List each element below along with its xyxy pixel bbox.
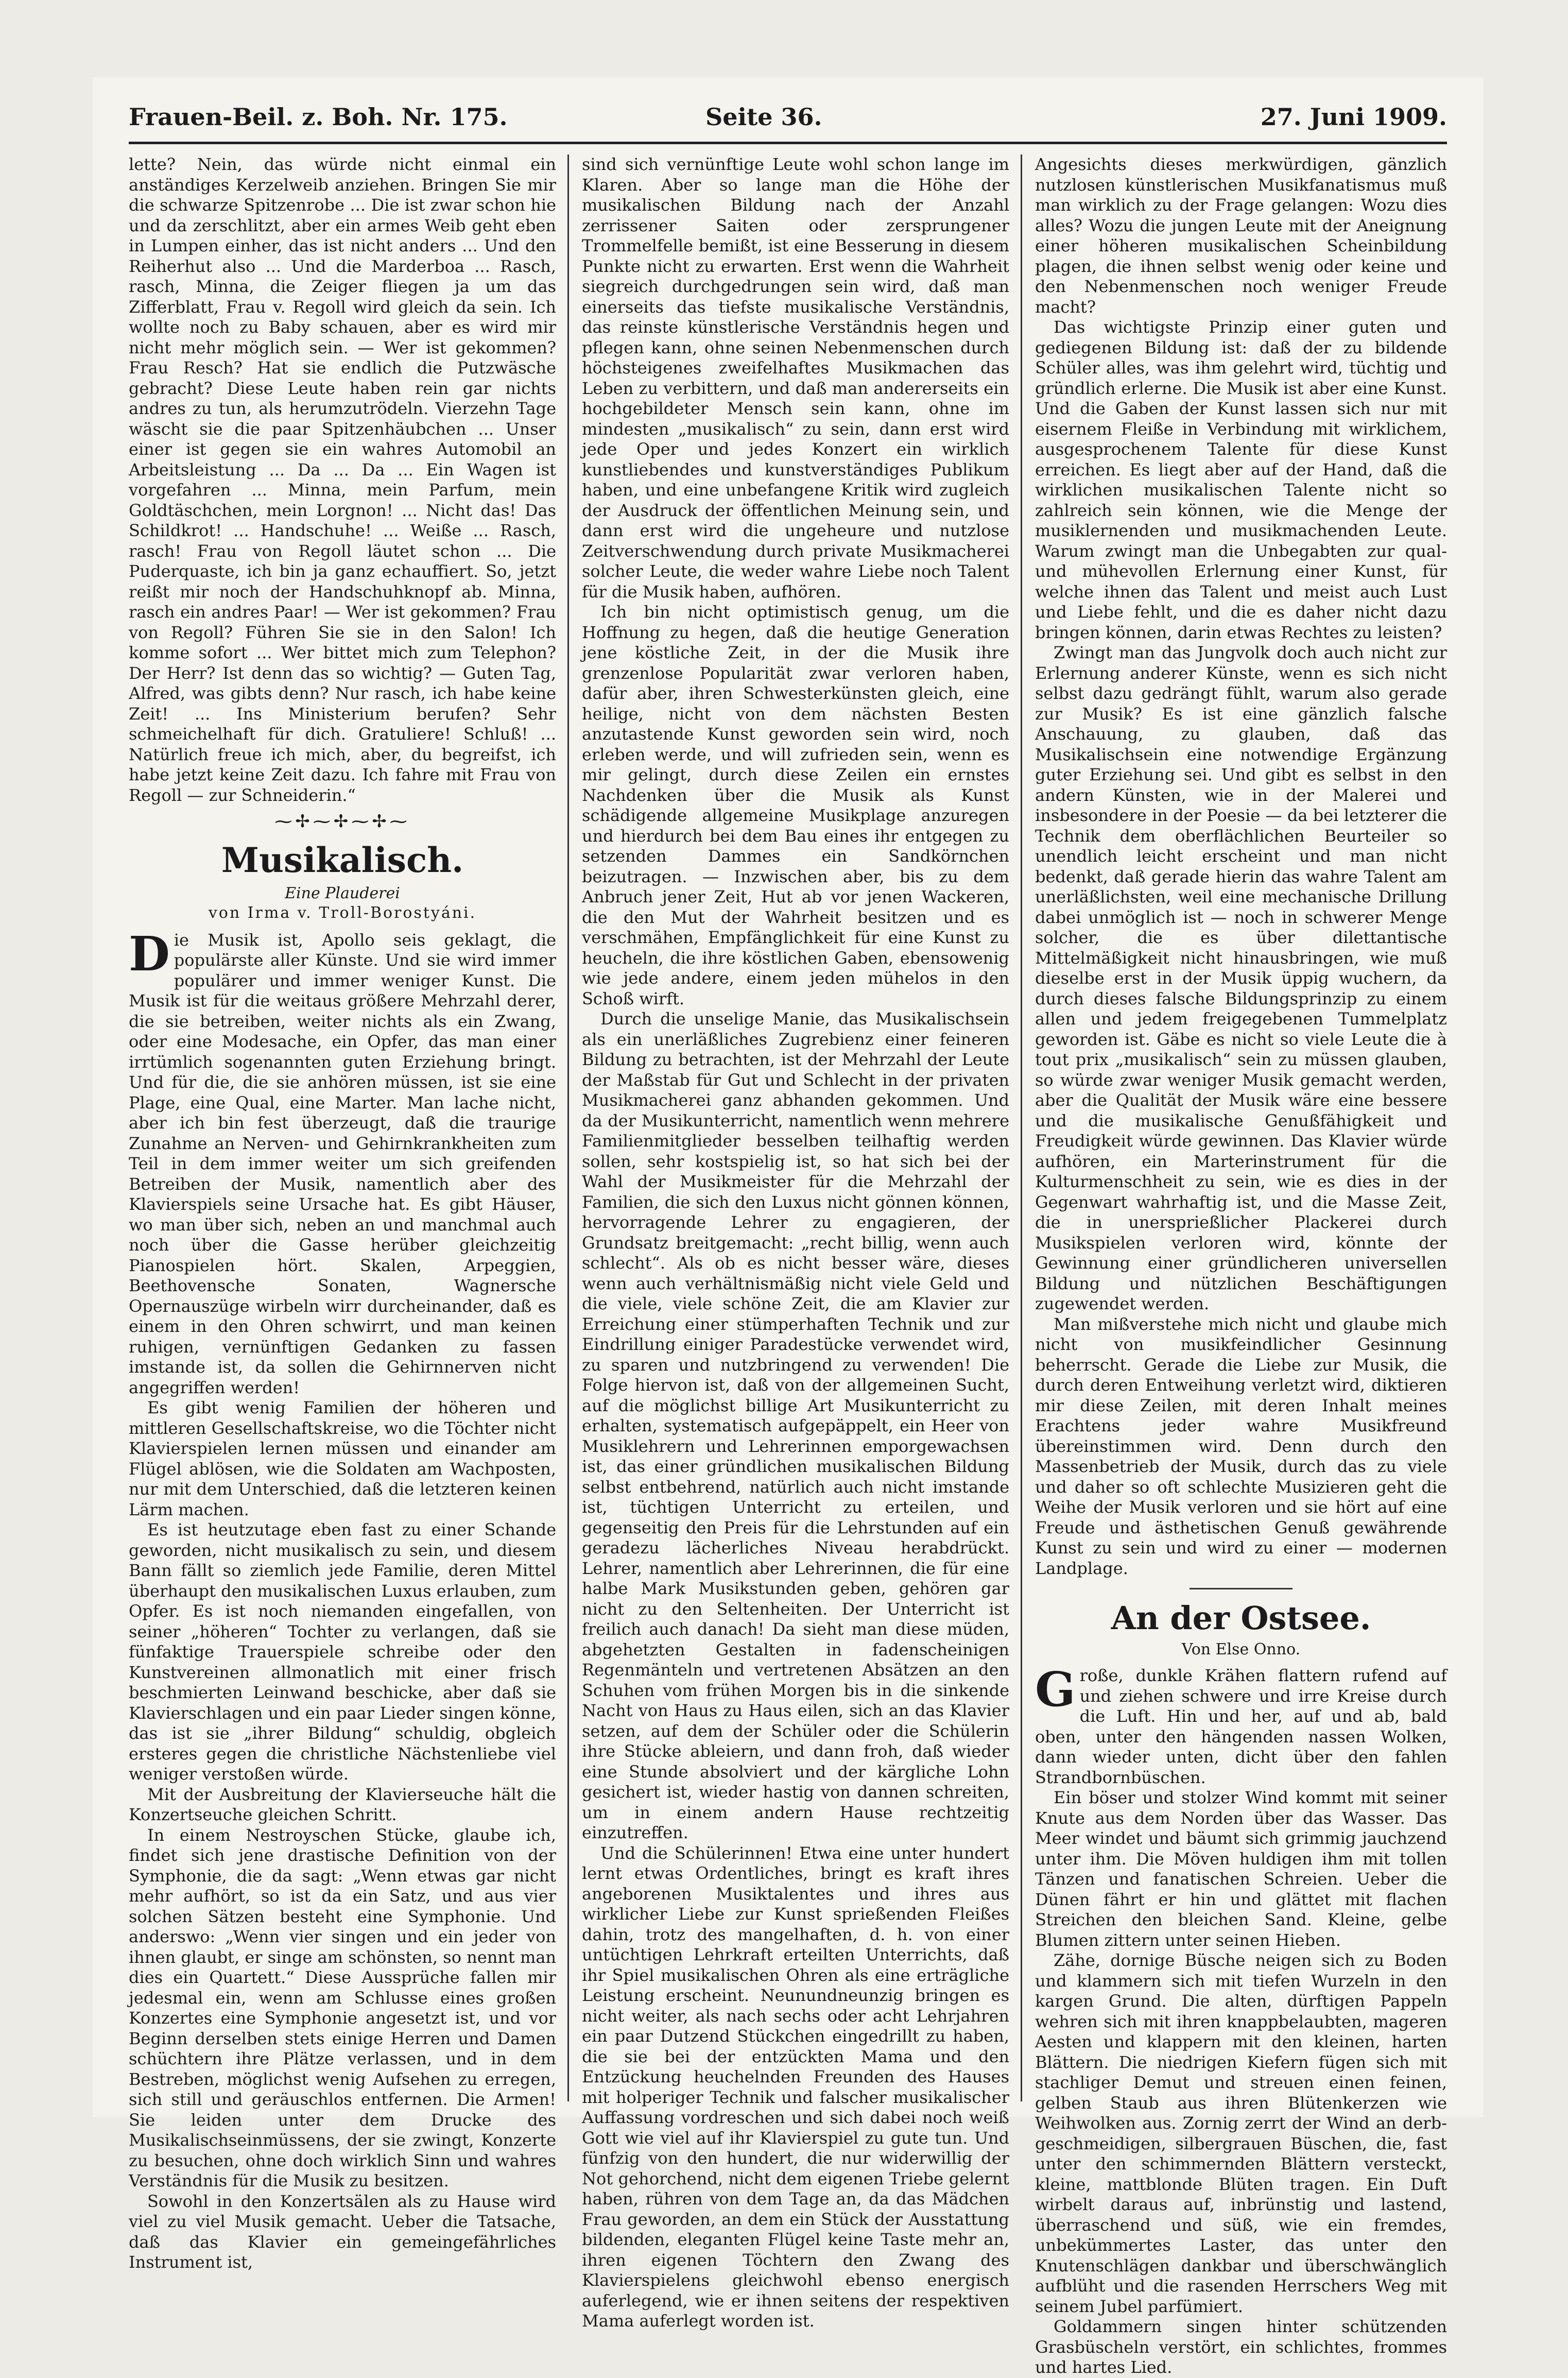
newspaper-page (93, 77, 1483, 2377)
page-header (129, 103, 1447, 139)
column-2 (582, 155, 1009, 2331)
column-divider-2 (1021, 155, 1022, 2101)
poem-paragraph: Goldammern singen hinter schützenden Grasbüscheln verstört, ein schlichtes, frommes und hartes Lied. (1035, 2317, 1447, 2377)
poem-paragraph: Zähe, dornige Büsche neigen sich zu Boden und klammern sich mit tiefen Wurzeln in den kargen Grund. Die alten, dürftigen Pappeln wehren sich mit ihren knappbelaubten, mageren Aesten und klappern mit den kleinen, harten Blättern. Die niedrigen Kiefern fügen sich mit stachliger Demut und streuen einen feinen, gelben Staub aus ihren Blütenkerzen wie Weihwolken aus. Zornig zerrt der Wind an derb-geschmeidigen, silbergrauen Büschen, die, fast unter den schimmernden Blättern versteckt, kleine, mattblonde Blüten tragen. Ein Duft wirbelt daraus auf, inbrünstig und lastend, überraschend und süß, wie ein fremdes, unbekümmertes Laster, das unter den Knutenschlägen dankbar und überschwänglich aufblüht und die rasenden Herrschers Weg mit seinem Jubel parfümiert. (1035, 1951, 1447, 2316)
poem-paragraph (1035, 1662, 1447, 1788)
article-paragraph: sind sich vernünftige Leute wohl schon lange im Klaren. Aber so lange man die Höhe der musikalischen Bildung nach der Anzahl zerrissener Saiten oder zersprungener Trommelfelle bemißt, ist eine Besserung in diesem Punkte nicht zu erwarten. Erst wenn die Wahrheit siegreich durchgedrungen sein wird, daß man einerseits das tiefste musikalische Verständnis, das reinste künstlerische Verständnis hegen und pflegen kann, ohne seinen Nebenmenschen durch höchsteigenes zweifelhaftes Musikmachen das Leben zu verbittern, und daß man andererseits ein hochgebildeter Mensch sein kann, ohne im mindesten „musikalisch“ zu sein, dann erst wird jede Oper und jedes Konzert ein wirklich kunstliebendes und kunstverständiges Publikum haben, und eine unbefangene Kritik wird zugleich der Ausdruck der öffentlichen Meinung sein, und dann erst wird die ungeheure und nutzlose Zeitverschwendung durch private Musikmacherei solcher Leute, die weder wahre Liebe noch Talent für die Musik haben, aufhören. (582, 155, 1009, 602)
column-divider-1 (567, 155, 569, 2101)
poem-author: Von Else Onno. (1181, 1640, 1301, 1658)
article-paragraph: Man mißverstehe mich nicht und glaube mich nicht von musikfeindlicher Gesinnung beherrscht. Gerade die Liebe zur Musik, die durch deren Entweihung verletzt wird, diktieren mir diese Zeilen, mit deren Inhalt meines Erachtens jeder wahre Musikfreund übereinstimmen wird. Denn durch den Massenbetrieb der Musik, durch das zu viele und daher so oft schlechte Musizieren geht die Weihe der Musik verloren und sie hört auf eine Freude und ästhetischen Genuß gewährende Kunst zu sein und wird zu einer — modernen Landplage. (1035, 1314, 1447, 1578)
article-paragraph: Angesichts dieses merkwürdigen, gänzlich nutzlosen künstlerischen Musikfanatismus muß man wirklich zu der Frage gelangen: Wozu dies alles? Wozu die jungen Leute mit der Aneignung einer höheren musikalischen Scheinbildung plagen, die ihnen selbst wenig oder keine und den Nebenmenschen noch weniger Freude macht? (1035, 155, 1447, 317)
previous-article-ending: lette? Nein, das würde nicht einmal ein anständiges Kerzelweib anziehen. Bringen Sie mir die schwarze Spitzenrobe ... Die ist zwar schon hie und da zerschlitzt, aber ein armes Weib geht eben in Lumpen einher, das ist nicht anders ... Und den Reiherhut also ... Und die Marderboa ... Rasch, rasch, Minna, die Zeiger fliegen ja um das Zifferblatt, Frau v. Regoll wird gleich da sein. Ich wollte noch zu Baby schauen, aber es wird mir nicht mehr möglich sein. — Wer ist gekommen? Frau Resch? Hat sie endlich die Putzwäsche gebracht? Diese Leute haben rein gar nichts andres zu tun, als herumzutrödeln. Vierzehn Tage wäscht sie die paar Spitzenhäubchen ... Unser einer ist gegen sie ein wahres Automobil an Arbeitsleistung ... Da ... Da ... Ein Wagen ist vorgefahren ... Minna, mein Parfum, mein Goldtäschchen, mein Lorgnon! ... Nicht das! Das Schildkrot! ... Handschuhe! ... Weiße ... Rasch, rasch! Frau von Regoll läutet schon ... Die Puderquaste, ich bin ja ganz echauffiert. So, jetzt reißt mir noch der Handschuhknopf ab. Minna, rasch ein andres Paar! — Wer ist gekommen? Frau von Regoll? Führen Sie sie in den Salon! Ich komme sofort ... Wer bittet mich zum Telephon? Der Herr? Ist denn das so wichtig? — Guten Tag, Alfred, was gibts denn? Nur rasch, ich habe keine Zeit! ... Ins Ministerium berufen? Sehr schmeichelhaft für dich. Gratuliere! Schluß! ... Natürlich freue ich mich, aber, du begreifst, ich habe jetzt keine Zeit dazu. Ich fahre mit Frau von Regoll — zur Schneiderin.“ (129, 155, 556, 805)
article-paragraph (129, 926, 556, 1398)
article-paragraph: Sowohl in den Konzertsälen als zu Hause wird viel zu viel Musik gemacht. Ueber die Tatsache, daß das Klavier ein gemeingefährliches Instrument ist, (129, 2191, 556, 2272)
article-paragraph: In einem Nestroyschen Stücke, glaube ich, findet sich jene drastische Definition von der Symphonie, die da sagt: „Wenn etwas gar nicht mehr aufhört, so ist da ein Satz, und aus vier solchen Sätzen besteht eine Symphonie. Und anderswo: „Wenn vier singen und ein jeder von ihnen glaubt, er singe am schönsten, so nennt man dies ein Quartett.“ Diese Aussprüche fallen mir jedesmal ein, wenn am Schlusse eines großen Konzertes eine Symphonie angesetzt ist, und vor Beginn derselben stets einige Herren und Damen schüchtern ihre Plätze verlassen, und in dem Bestreben, möglichst wenig Aufsehen zu erregen, sich still und geräuschlos entfernen. Die Armen! Sie leiden unter dem Drucke des Musikalischseinmüssens, der sie zwingt, Konzerte zu besuchen, ohne doch wirklich Sinn und wahres Verständnis für die Musik zu besitzen. (129, 1825, 556, 2191)
header-page-number: Seite 36. (705, 103, 822, 131)
article-paragraph: Das wichtigste Prinzip einer guten und gediegenen Bildung ist: daß der zu bildende Schüler alles, was ihm gelehrt wird, tüchtig und gründlich erlerne. Die Musik ist aber eine Kunst. Und die Gaben der Kunst lassen sich nur mit eisernem Fleiße in Verbindung mit wirklichem, ausgesprochenem Talente für diese Kunst erreichen. Es liegt aber auf der Hand, daß die wirklichen musikalischen Talente nicht so zahlreich sein können, wie die Menge der musiklernenden und musikmachenden Leute. Warum zwingt man die Unbegabten zur qual- und mühevollen Erlernung einer Kunst, für welche ihnen das Talent und meist auch Lust und Liebe fehlt, und die es daher nicht dazu bringen können, darin etwas Rechtes zu leisten? (1035, 317, 1447, 642)
poem-title: An der Ostsee. (1111, 1599, 1371, 1637)
column-3 (1035, 155, 1447, 2377)
poem-paragraph-text: roße, dunkle Krähen flattern rufend auf und ziehen schwere und irre Kreise durch die Luft. Hin und her, auf und ab, bald oben, unter den hängenden nassen Wolken, dann wieder unten, dicht über den fahlen Strandbornbüschen. (1035, 1666, 1447, 1787)
article-subtitle: Eine Plauderei (285, 884, 400, 902)
article-paragraph-text: ie Musik ist, Apollo seis geklagt, die populärste aller Künste. Und sie wird immer populärer und immer weniger Kunst. Die Musik ist für die weitaus größere Mehrzahl derer, die sie betreiben, weiter nichts als ein Zwang, oder eine Modesache, ein Opfer, das man einer irrtümlich sogenannten guten Erziehung bringt. Und für die, die sie anhören müssen, ist sie eine Plage, eine Qual, eine Marter. Man lache nicht, aber ich bin fest überzeugt, daß die traurige Zunahme an Nerven- und Gehirnkrankheiten zum Teil in dem immer weiter um sich greifenden Betreiben der Musik, namentlich aber des Klavierspiels seine Ursache hat. Es gibt Häuser, wo man über sich, neben an und manchmal auch noch über die Gasse herüber gleichzeitig Pianospielen hört. Skalen, Arpeggien, Beethovensche Sonaten, Wagnersche Opernauszüge wirbeln wirr durcheinander, daß es einem in den Ohren schwirrt, und man keinen ruhigen, vernünftigen Gedanken zu fassen imstande ist, da sollen die Gehirnnerven nicht angegriffen werden! (129, 930, 556, 1397)
drop-cap: D (129, 926, 170, 982)
article-paragraph: Es ist heutzutage eben fast zu einer Schande geworden, nicht musikalisch zu sein, und diesem Bann fällt so ziemlich jede Familie, deren Mittel überhaupt den musikalischen Luxus erlauben, zum Opfer. Es ist noch niemanden eingefallen, von seiner „höheren“ Tochter zu verlangen, daß sie fünfaktige Trauerspiele schreibe oder den Kunstvereinen allmonatlich mit einer frisch beschmierten Leinwand beschicke, aber daß sie Klavierschlagen und ein paar Lieder singen könne, das ist sie „ihrer Bildung“ schuldig, obgleich ersteres gegen die christliche Nächstenliebe viel weniger verstoßen würde. (129, 1520, 557, 1784)
article-author: von Irma v. Troll-Borostyáni. (208, 903, 477, 922)
article-paragraph: Und die Schülerinnen! Etwa eine unter hundert lernt etwas Ordentliches, bringt es kraft ihres angeborenen Musiktalentes und ihres aus wirklicher Liebe zur Kunst sprießenden Fleißes dahin, trotz des mangelhaften, d. h. von einer untüchtigen Lehrkraft erteilten Unterrichts, daß ihr Spiel musikalischen Ohren als eine erträgliche Leistung erscheint. Neunundneunzig bringen es nicht weiter, als nach sechs oder acht Lehrjahren ein paar Dutzend Stückchen eingedrillt zu haben, die sie bei der entzückten Mama und den Entzückung heuchelnden Freunden des Hauses mit holperiger Technik und falscher musikalischer Auffassung vordreschen und sich dabei noch weiß Gott wie viel auf ihr Klavierspiel zu gute tun. Und fünfzig von den hundert, die nur widerwillig der Not gehorchend, nicht dem eigenen Triebe gelernt haben, rühren von dem Tage an, da das Mädchen Frau geworden, an dem ein Stück der Ausstattung bildenden, eleganten Flügel keine Taste mehr an, ihren eigenen Töchtern den Zwang des Klavierspielens gleichwohl ebenso energisch auferlegend, wie er ihnen seitens der respektiven Mama auferlegt worden ist. (582, 1843, 1009, 2331)
article-title: Musikalisch. (221, 840, 464, 880)
header-issue: Frauen-Beil. z. Boh. Nr. 175. (129, 103, 508, 131)
article-paragraph: Durch die unselige Manie, das Musikalischsein als ein unerläßliches Zugrebienz einer feineren Bildung zu betrachten, ist der Mehrzahl der Leute der Maßstab für Gut und Schlecht in der privaten Musikmacherei ganz abhanden gekommen. Und da der Musikunterricht, namentlich wenn mehrere Familienmitglieder besselben teilhaftig werden sollen, sehr kostspielig ist, so hat sich bei der Wahl der Musikmeister für die Mehrzahl der Familien, die sich den Luxus nicht gönnen können, hervorragende Lehrer zu engagieren, der Grundsatz breitgemacht: „recht billig, wenn auch schlecht“. Als ob es nicht besser wäre, dieses wenn auch verhältnismäßig nicht viele Geld und die viele, viele schöne Zeit, die am Klavier zur Erreichung einer stümperhaften Technik und zur Eindrillung einiger Paradestücke verwendet wird, zu sparen und nutzbringend zu verwenden! Die Folge hiervon ist, daß von der allgemeinen Sucht, auf die möglichst billige Art Musikunterricht zu erhalten, systematisch aufgepäppelt, ein Heer von Musiklehrern und Lehrerinnen emporgewachsen ist, das einer gründlichen musikalischen Bildung selbst entbehrend, natürlich auch nicht imstande ist, tüchtigen Unterricht zu erteilen, und gegenseitig den Preis für die Lehrstunden auf ein geradezu lächerliches Niveau herabdrückt. Lehrer, namentlich aber Lehrerinnen, die für eine halbe Mark Musikstunden geben, gehören gar nicht zu den Seltenheiten. Der Unterricht ist freilich auch danach! Da sieht man diese müden, abgehetzten Gestalten in fadenscheinigen Regenmänteln und vertretenen Absätzen an den Schuhen vom frühen Morgen bis in die sinkende Nacht von Haus zu Haus eilen, sich an das Klavier setzen, auf dem der Schüler oder die Schülerin ihre Stücke ableiern, und dann froh, daß wieder eine Stunde absolviert und der kärgliche Lohn gesichert ist, wieder hastig von dannen schreiten, um in einem andern Hause rechtzeitig einzutreffen. (582, 1009, 1009, 1842)
section-ornament: ⁓✢⁓✢⁓✢⁓ (274, 811, 410, 832)
article-paragraph: Es gibt wenig Familien der höheren und mittleren Gesellschaftskreise, wo die Töchter nicht Klavierspielen lernen müssen und einander am Flügel ablösen, wie die Soldaten am Wachposten, nur mit dem Unterschied, daß die letzteren keinen Lärm machen. (129, 1398, 556, 1519)
article-paragraph: Zwingt man das Jungvolk doch auch nicht zur Erlernung anderer Künste, wenn es sich nicht selbst dazu gedrängt fühlt, warum also gerade zur Musik? Es ist eine gänzlich falsche Anschauung, zu glauben, daß das Musikalischsein eine notwendige Ergänzung guter Erziehung sei. Und gibt es selbst in den andern Künsten, wie in der Malerei und insbesondere in der Poesie — da bei letzterer die Technik dem oberflächlichen Beurteiler so unendlich leicht erscheint und man nicht bedenkt, daß gerade hierin das wahre Talent am unerläßlichsten, weil eine mechanische Drillung dabei unmöglich ist — noch in schwerer Menge solcher, die es über dilettantische Mittelmäßigkeit nicht hinausbringen, wie muß dieselbe erst in der Musik üppig wuchern, da durch dieses falsche Bildungsprinzip zu einem allen und jedem freigegebenen Tummelplatz geworden ist. Gäbe es nicht so viele Leute die à tout prix „musikalisch“ sein zu müssen glauben, so würde zwar weniger Musik gemacht werden, aber die Qualität der Musik wäre eine bessere und die musikalische Genußfähigkeit und Freudigkeit würde gewinnen. Das Klavier würde aufhören, ein Marterinstrument für die Kulturmenschheit zu sein, wie es dies in der Gegenwart wahrhaftig ist, und die Masse Zeit, die in unersprießlicher Plackerei durch Musikspielen verloren wird, könnte der Gewinnung einer gründlicheren universellen Bildung und nützlichen Beschäftigungen zugewendet werden. (1035, 643, 1447, 1313)
article-paragraph: Mit der Ausbreitung der Klavierseuche hält die Konzertseuche gleichen Schritt. (129, 1784, 556, 1824)
drop-cap: G (1035, 1662, 1076, 1717)
header-date: 27. Juni 1909. (1260, 103, 1447, 131)
poem-paragraph: Ein böser und stolzer Wind kommt mit seiner Knute aus dem Norden über das Wasser. Das Meer windet und bäumt sich grimmig jauchzend unter ihm. Die Möven huldigen ihm mit tollen Tänzen und fanatischen Schreien. Ueber die Dünen fährt er hin und glättet mit flachen Streichen den bleichen Sand. Kleine, gelbe Blumen zittern unter seinen Hieben. (1035, 1788, 1447, 1950)
article-paragraph: Ich bin nicht optimistisch genug, um die Hoffnung zu hegen, daß die heutige Generation jene köstliche Zeit, in der die Musik ihre grenzenlose Popularität zwar verloren haben, dafür aber, ihren Schwesterkünsten gleich, eine heilige, nicht von dem nächsten Besten anzutastende Kunst geworden sein wird, noch erleben werde, und will zufrieden sein, wenn es mir gelingt, durch diese Zeilen ein ernstes Nachdenken über die Musik als Kunst schädigende allgemeine Musikplage anzuregen und hierdurch bei dem Bau eines ihr entgegen zu setzenden Dammes ein Sandkörnchen beizutragen. — Inzwischen aber, bis zu dem Anbruch jener Zeit, Hut ab vor jenen Wackeren, die den Mut der Wahrheit besitzen und es verschmähen, Empfänglichkeit für eine Kunst zu heucheln, die ihre köstlichen Gaben, ebensowenig wie jede andere, einem jeden mühelos in den Schoß wirft. (582, 602, 1009, 1008)
column-1 (129, 155, 557, 2272)
section-divider (1190, 1588, 1293, 1589)
header-rule (129, 142, 1447, 144)
